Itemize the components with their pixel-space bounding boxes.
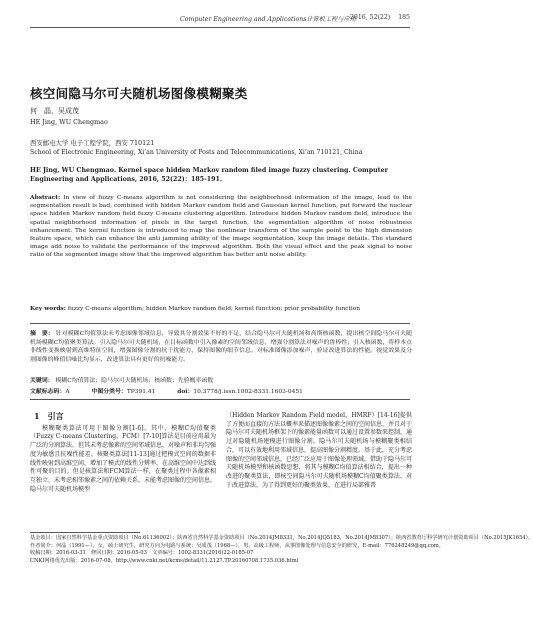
- doi-label: doi：: [177, 388, 194, 395]
- body-column-left: [30, 412, 216, 494]
- footnote-authors: 作者简介：何晶（1991—），女，硕士研究生，研究方向为电路与系统；吴成茂（1968—），男，高级工程师，从事图像处理与信息安全的研究。E-mail：776248249@qq.com。: [30, 542, 444, 549]
- running-header: [30, 14, 410, 26]
- article-title: 核空间隐马尔可夫随机场图像模糊聚类: [30, 86, 248, 101]
- authors-cn: 何 晶，吴成茂: [30, 107, 79, 115]
- abstract-cn-label: 摘 要：: [30, 330, 54, 337]
- abstract-cn: [30, 330, 412, 364]
- footnotes: [30, 535, 533, 565]
- keywords-cn: [30, 375, 412, 384]
- doc-code: [30, 389, 80, 395]
- header-rule: [30, 27, 410, 28]
- affiliation-en: School of Electronic Engineering, Xi’an University of Posts and Telecommunications, Xi’an 710121, China: [30, 149, 363, 156]
- abstract-en-text: In view of fuzzy C-means algorithm is not considering the neighborhood information of the image, lead to the segmentation result is bad, combined with hidden Markov random field and Gaussian kernel function, put forward the nuclear space hidden Markov random field fuzzy C-means clustering algorithm. Introduce hidden Markov random field, introduce the spatial neighborhood information of pixels in the target function, the segmentation algorithm of noise robustness enhancement. The kernel function is introduced to map the nonlinear transform of the sample point to the high dimension feature space, which can enhance the anti jamming ability of the image segmentation, keep the image details. The standard image add noise to validate the performance of the improved algorithm. Both the visual effect and the peak signal to noise ratio of the segmented image show that the improved algorithm has better anti noise ability.: [30, 195, 412, 259]
- doi-value: 10.3778/j.issn.1002-8331.1603-0451: [193, 389, 303, 395]
- body-divider: [30, 399, 410, 400]
- article-codes: [30, 386, 412, 395]
- page-number: 185: [398, 14, 410, 21]
- clc-label: 中图分类号：: [91, 388, 127, 395]
- keywords-cn-label: 关键词：: [30, 377, 54, 384]
- citation: HE Jing, WU Chengmao. Kernel space hidden Markov random filed image fuzzy clustering. Computer Engineering and Applications, 2016, 52(22)：185-191.: [30, 167, 388, 184]
- footnote-cnki: CNKI网络优先出版：2016-07-08，http://www.cnki.net/kcms/detail/11.2127.TP.20160708.1735.036.html: [30, 557, 299, 564]
- year-issue: 2016, 52(22): [349, 14, 391, 21]
- keywords-en-text: fuzzy C-means algorithm; hidden Markov random field; kernel function; prior probability function: [67, 306, 361, 312]
- clc-value: TP391.41: [126, 389, 156, 395]
- authors-en: HE Jing, WU Chengmao: [30, 118, 108, 126]
- footnote-funding: 基金项目：国家自然科学基金重点资助项目（No.61136002）；陕西省自然科学基金资助项目（No.2014JM8331，No.2014JQ5183，No.2014JM8307）；陕西省教育厅科学研究计划资助项目（No.2015JK1654）。: [30, 535, 533, 541]
- issue-info: [344, 14, 410, 21]
- doc-code-label: 文献标志码：: [30, 388, 66, 395]
- footnote-dates: 收稿日期：2016-03-31 修回日期：2016-05-03 文章编号：1002-8331(2016)22-0185-07: [30, 550, 254, 557]
- keywords-en-label: Key words:: [30, 305, 66, 312]
- paragraph-right: （Hidden Markov Random Field model，HMRF）[14-16]提供了方便而直接的方法以概率来描述图像像素之间的空间信息，并且对于隐马尔可夫随机场框架下的像素能量函数可以通过设置参数来控制，通过对隐随机场建模进行图像分割。隐马尔可夫随机场与模糊聚类相结合，可以有效地利用邻域信息，提高图像分割精度。基于此，充分考虑图像的空间邻域信息，已经广泛应用于图像处理领域。借助于隐马尔可夫随机场模型和核函数思想，将其与模糊C均值算法相结合，提出一种改进的聚类算法，即核空间隐马尔可夫随机场模糊C均值聚类算法。对于改进算法，为了得到更好的聚类效果，在进行局部雅普: [226, 412, 413, 489]
- abstract-divider: [30, 323, 410, 324]
- affiliation-cn: 西安邮电大学 电子工程学院，西安 710121: [30, 139, 155, 147]
- abstract-en: [30, 194, 412, 260]
- abstract-cn-text: 针对模糊C均值算法未考虑图像邻域信息，导致其分割效果不好的不足，结合隐马尔可夫随机场和高斯核函数，提出核空间隐马尔可夫随机场模糊C均值聚类算法。引入隐马尔可夫随机场，在目标函数中引入像素的空间邻域信息，增强分割算法对噪声的鲁棒性；引入核函数，将样本点非线性变换映射到高维特征空间，增强图像分割的抗干扰能力，保持图像的细节信息。对标准图像添加噪声，验证改进算法的性能。视觉效果及分割图像的峰值信噪比均显示，改进算法具有更好的抗噪能力。: [30, 331, 412, 363]
- clc-code: [91, 389, 165, 395]
- journal-name: Computer Engineering and Applications计算机工程与应用: [180, 16, 356, 23]
- section-heading: 1 引言: [34, 411, 64, 421]
- footnote-rule: [30, 532, 140, 533]
- doc-code-value: A: [65, 389, 70, 395]
- doi: [177, 389, 313, 395]
- body-column-right: [226, 412, 412, 490]
- abstract-en-label: Abstract:: [30, 194, 61, 201]
- keywords-en: [30, 305, 412, 313]
- keywords-cn-text: 模糊C均值算法；隐马尔可夫随机场；核函数；先验概率函数: [55, 378, 214, 384]
- paragraph-left: 模糊聚类算法可用于图像分割[1-6]。其中，模糊C均值聚类（Fuzzy C-means Clustering，FCM）[7-10]算法是目前应用最为广泛的分割算法，但其未考虑像素的空间邻域信息，对噪声和非均匀强度为敏感且抗噪性能差。核聚类算法[11-13]通过把模式空间的数据非线性映射到高维空间，增加了模式的线性分辨率，在高维空间中达到线性可聚的目的。但是核算法和FCM算法一样，在聚类过程中各像素相互独立，未考虑相邻像素之间的依赖关系，未能考虑图像的空间信息。隐马尔可夫随机场模型: [30, 424, 217, 493]
